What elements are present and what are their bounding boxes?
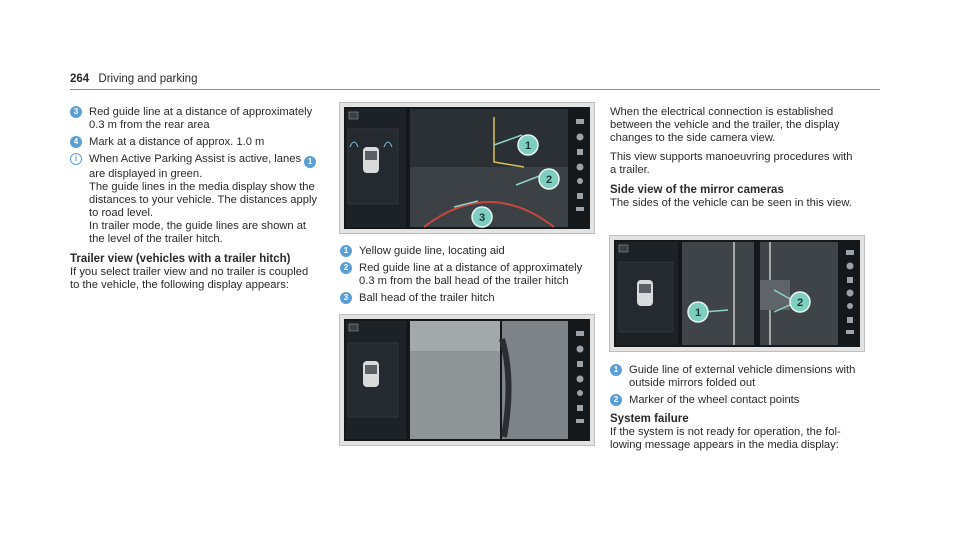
item-text: Yellow guide line, locating aid [359,245,505,257]
page-header [70,73,197,86]
body-text: between the vehicle and the trailer, the display [610,119,840,131]
body-text: When the electrical connection is established [610,106,834,118]
body-text: lowing message appears in the media display: [610,439,839,451]
note-text: In trailer mode, the guide lines are shown at [89,220,307,232]
item-text: Guide line of external vehicle dimensions with [629,364,856,376]
list-item [610,364,865,390]
callout-badge: 4 [70,136,82,148]
mirror-camera-screenshot [610,236,864,351]
section-heading: Side view of the mirror cameras [610,184,784,196]
column-left [70,106,325,292]
callout-badge: 1 [304,156,316,168]
callout-badge: 2 [340,262,352,274]
callout-2: 2 [545,174,553,186]
note-text: to road level. [89,207,154,219]
body-text: The sides of the vehicle can be seen in this view. [610,197,852,209]
note-text: are displayed in green. [89,168,203,180]
callout-badge: 2 [610,394,622,406]
header-divider [70,89,880,90]
callout-2: 2 [796,297,804,309]
trailer-view-screenshot [340,103,594,233]
list-item [340,292,595,305]
column-right-lower [610,364,865,452]
section-heading: System failure [610,413,689,425]
list-item [70,136,325,149]
info-note [70,153,325,246]
list-item [340,245,595,258]
callout-badge: 3 [340,292,352,304]
info-icon: i [70,153,82,165]
body-text: If the system is not ready for operation, the fol- [610,426,841,438]
list-item [340,262,595,288]
item-text: Marker of the wheel contact points [629,394,800,406]
item-text: Red guide line at a distance of approximately [89,106,313,118]
note-text: The guide lines in the media display show the [89,181,315,193]
page-number: 264 [70,73,90,85]
item-text: Mark at a distance of approx. 1.0 m [89,136,265,148]
item-text: Red guide line at a distance of approximately [359,262,583,274]
body-text: changes to the side camera view. [610,132,776,144]
item-text: Ball head of the trailer hitch [359,292,495,304]
note-text: the level of the trailer hitch. [89,233,223,245]
callout-1: 1 [524,140,532,152]
trailer-camera-screenshot [340,315,594,445]
callout-badge: 1 [340,245,352,257]
column-middle [340,245,595,309]
callout-badge: 1 [610,364,622,376]
item-text: 0.3 m from the ball head of the trailer hitch [359,275,569,287]
callout-3: 3 [478,212,486,224]
column-right [610,106,865,210]
section-heading: Trailer view (vehicles with a trailer hitch) [70,253,291,265]
section-title: Driving and parking [98,73,198,85]
note-text: When Active Parking Assist is active, lanes 1 [89,153,325,168]
body-text: a trailer. [610,164,650,176]
body-text: If you select trailer view and no trailer is coupled [70,266,309,278]
list-item [70,106,325,132]
note-text: distances to your vehicle. The distances apply [89,194,318,206]
callout-1: 1 [694,307,702,319]
item-text: outside mirrors folded out [629,377,756,389]
item-text: 0.3 m from the rear area [89,119,210,131]
body-text: This view supports manoeuvring procedures with [610,151,853,163]
list-item [610,394,865,407]
body-text: to the vehicle, the following display appears: [70,279,289,291]
callout-badge: 3 [70,106,82,118]
